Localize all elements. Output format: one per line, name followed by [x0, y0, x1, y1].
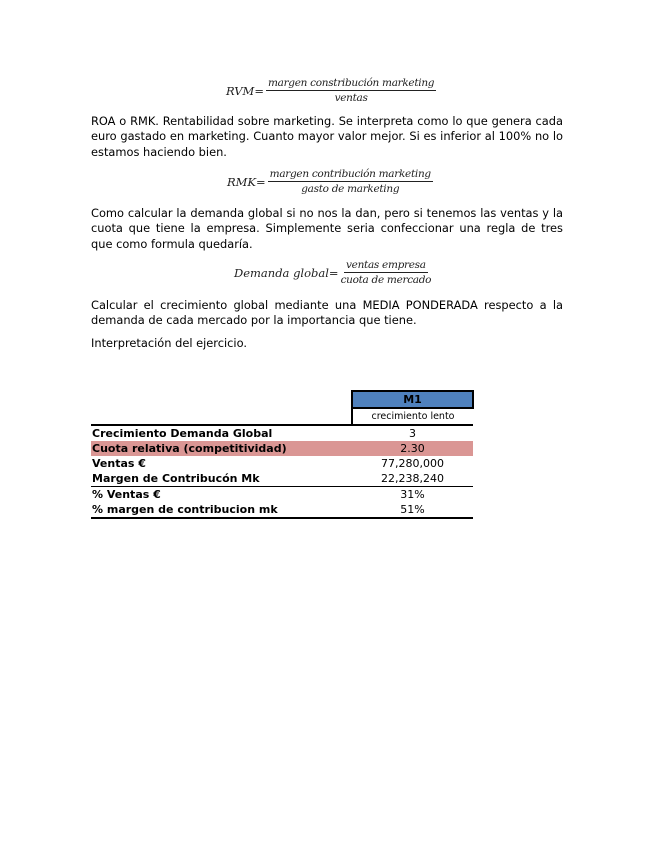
formula-rvm [226, 77, 436, 104]
table-row-highlighted [91, 441, 473, 456]
row-label-margen: Margen de Contribucón Mk [92, 472, 260, 485]
paragraph-demanda: Como calcular la demanda global si no nos la dan, pero si tenemos las ventas y la cuota que tiene la empresa. Simplemente seria confeccionar una regla de tres que como formula quedaría. [91, 206, 563, 251]
table-row [91, 456, 473, 471]
table-row [91, 471, 473, 487]
row-label-crecimiento: Crecimiento Demanda Global [91, 425, 352, 441]
formula-rvm-lhs: RVM= [226, 83, 264, 98]
table-subheader-empty [91, 408, 352, 425]
table-subheader-row [91, 408, 473, 425]
formula-rmk-lhs: RMK= [227, 174, 266, 189]
formula-rvm-denominator: ventas [334, 92, 368, 104]
row-value-ventas: 77,280,000 [381, 457, 444, 470]
table-header-row [91, 391, 473, 408]
formula-rvm-fraction [266, 77, 436, 104]
formula-rmk-numerator: margen contribución marketing [269, 168, 431, 180]
table-row [91, 502, 473, 518]
row-label-ventas: Ventas € [92, 457, 146, 470]
table-row [91, 425, 473, 441]
formula-demanda-fraction [341, 259, 432, 286]
formula-rmk [227, 168, 433, 195]
row-label-pct-ventas: % Ventas € [91, 487, 352, 503]
table-subheader: crecimiento lento [352, 408, 473, 425]
formula-rvm-numerator: margen constribución marketing [267, 77, 435, 89]
table-header-empty [91, 391, 352, 408]
paragraph-crecimiento: Calcular el crecimiento global mediante una MEDIA PONDERADA respecto a la demanda de cada mercado por la importancia que tiene. [91, 298, 563, 328]
row-label-pct-margen: % margen de contribucion mk [91, 502, 352, 518]
table-row [91, 487, 473, 503]
formula-demanda-numerator: ventas empresa [346, 259, 426, 271]
row-value-pct-ventas: 31% [352, 487, 473, 503]
row-value-cuota: 2.30 [352, 441, 473, 456]
formula-demanda-denominator: cuota de mercado [340, 274, 432, 286]
row-label-cuota: Cuota relativa (competitividad) [91, 441, 352, 456]
paragraph-roa: ROA o RMK. Rentabilidad sobre marketing. Se interpreta como lo que genera cada euro gastado en marketing. Cuanto mayor valor mejor. Si es inferior al 100% no lo estamos haciendo bien. [91, 114, 563, 159]
formula-demanda-lhs: Demanda global= [234, 265, 339, 280]
paragraph-interpretacion: Interpretación del ejercicio. [91, 336, 247, 350]
formula-rmk-fraction [268, 168, 433, 195]
row-value-margen: 22,238,240 [381, 472, 444, 485]
row-value-crecimiento: 3 [352, 425, 473, 441]
formula-rmk-denominator: gasto de marketing [301, 183, 400, 195]
formula-demanda-global [234, 259, 431, 286]
table-header-m1: M1 [352, 391, 473, 408]
row-value-pct-margen: 51% [352, 502, 473, 518]
results-table [91, 390, 474, 519]
